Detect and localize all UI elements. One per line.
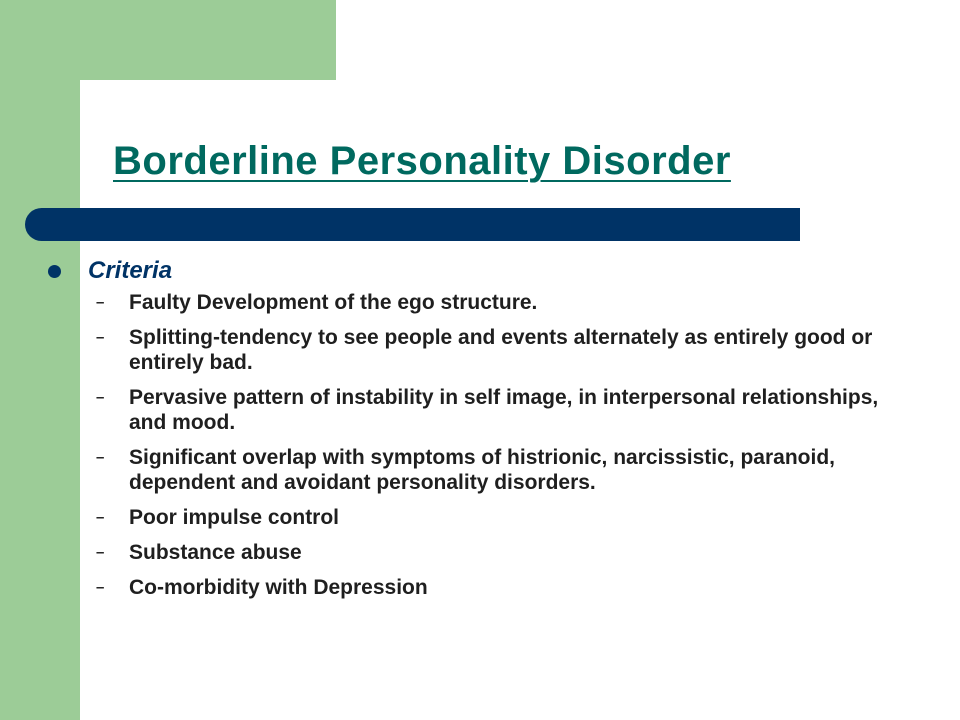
bullet-dot-icon: [48, 265, 61, 278]
title-divider-bar: [25, 208, 800, 241]
dash-icon: –: [96, 449, 105, 466]
criteria-item-text: Substance abuse: [129, 541, 302, 564]
criteria-heading: Criteria: [88, 257, 173, 284]
criteria-item-text: Splitting-tendency to see people and events alternately as entirely good or entirely bad.: [129, 326, 873, 374]
criteria-item-text: Faulty Development of the ego structure.: [129, 291, 538, 314]
top-green-accent-bar: [80, 0, 336, 80]
dash-icon: –: [96, 509, 105, 526]
dash-icon: –: [96, 294, 105, 311]
dash-icon: –: [96, 579, 105, 596]
criteria-item: [96, 445, 916, 495]
criteria-item: [96, 325, 916, 375]
criteria-item: [96, 575, 916, 600]
criteria-item: [96, 290, 916, 315]
dash-icon: –: [96, 389, 105, 406]
criteria-item-text: Co-morbidity with Depression: [129, 576, 428, 599]
criteria-item-text: Poor impulse control: [129, 506, 340, 529]
dash-icon: –: [96, 544, 105, 561]
criteria-item-text: Significant overlap with symptoms of histrionic, narcissistic, paranoid, dependent and avoidant personality disorders.: [129, 446, 835, 494]
criteria-list: [96, 290, 916, 610]
criteria-item-text: Pervasive pattern of instability in self image, in interpersonal relationships, and mood.: [129, 386, 879, 434]
slide-title[interactable]: Borderline Personality Disorder: [113, 139, 731, 183]
left-green-accent-bar: [0, 0, 80, 720]
dash-icon: –: [96, 329, 105, 346]
criteria-item: [96, 505, 916, 530]
criteria-item: [96, 540, 916, 565]
criteria-item: [96, 385, 916, 435]
